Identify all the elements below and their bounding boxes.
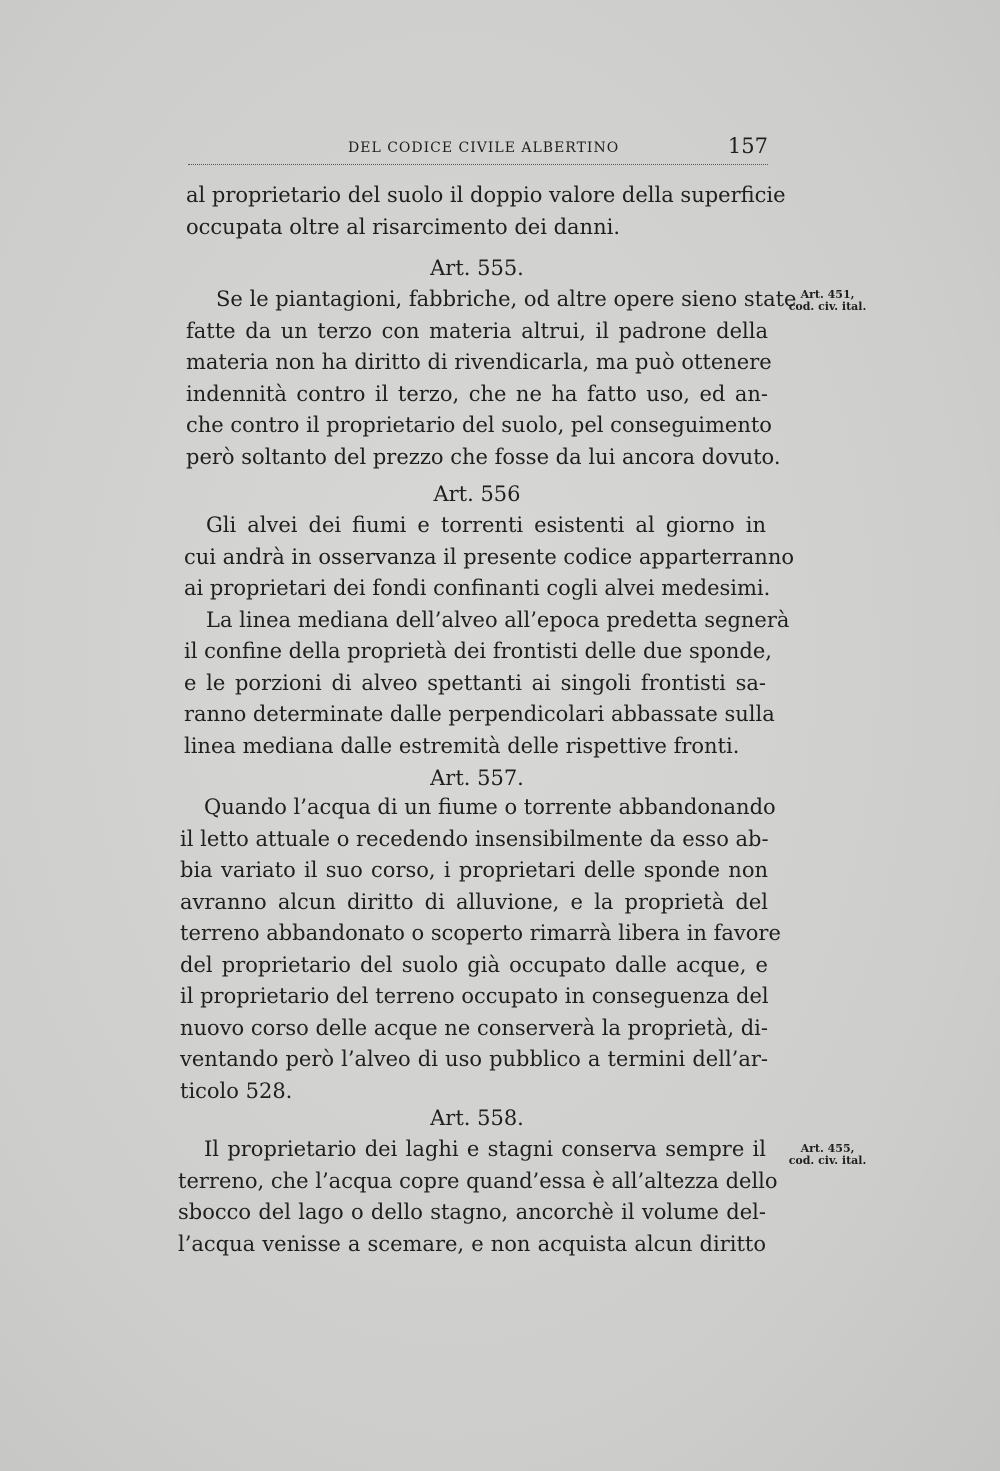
margin-note-line: cod. civ. ital. [788, 300, 867, 313]
text-line: Il proprietario dei laghi e stagni conserva sempre il [204, 1137, 766, 1161]
text-line: fatte da un terzo con materia altrui, il padrone della [186, 318, 768, 343]
text-line: e le porzioni di alveo spettanti ai singoli frontisti sa- [184, 670, 766, 695]
text-line: nuovo corso delle acque ne conserverà la proprietà, di- [180, 1015, 768, 1040]
article-heading-558: Art. 558. [430, 1106, 524, 1130]
running-header [188, 134, 768, 165]
margin-note-line: Art. 455, [800, 1142, 855, 1155]
article-heading-557: Art. 557. [430, 766, 524, 790]
article-heading-555: Art. 555. [430, 256, 524, 280]
text-line: al proprietario del suolo il doppio valore della superficie [186, 183, 786, 207]
text-line: ranno determinate dalle perpendicolari abbassate sulla [184, 702, 775, 726]
article-heading-556: Art. 556 [433, 482, 521, 506]
text-line: occupata oltre al risarcimento dei danni. [186, 214, 620, 239]
text-line: cui andrà in osservanza il presente codice apparterranno [184, 544, 794, 569]
text-line: l’acqua venisse a scemare, e non acquista alcun diritto [178, 1231, 766, 1256]
text-line: ai proprietari dei fondi confinanti cogli alvei medesimi. [184, 576, 771, 600]
text-line: avranno alcun diritto di alluvione, e la proprietà del [180, 889, 768, 914]
page-number: 157 [727, 134, 768, 158]
article-557-text [180, 792, 781, 1107]
text-line: ticolo 528. [180, 1078, 293, 1103]
text-line: materia non ha diritto di rivendicarla, ma può ottenere [186, 350, 772, 374]
running-title: DEL CODICE CIVILE ALBERTINO [348, 140, 620, 156]
article-556-text [184, 510, 794, 762]
text-line: linea mediana dalle estremità delle rispettive fronti. [184, 733, 740, 758]
margin-note-558 [780, 1143, 875, 1167]
text-line: ventando però l’alveo di uso pubblico a termini dell’ar- [180, 1047, 768, 1071]
article-555-text [186, 284, 797, 473]
article-558-text [178, 1134, 778, 1260]
text-line: terreno abbandonato o scoperto rimarrà libera in favore [180, 921, 781, 945]
text-line: il proprietario del terreno occupato in conseguenza del [180, 984, 769, 1008]
text-line: La linea mediana dell’alveo all’epoca predetta segnerà [206, 607, 790, 632]
text-line: però soltanto del prezzo che fosse da lui ancora dovuto. [186, 444, 781, 469]
margin-note-line: cod. civ. ital. [788, 1154, 867, 1167]
text-line: indennità contro il terzo, che ne ha fatto uso, ed an- [186, 381, 768, 406]
text-line: Se le piantagioni, fabbriche, od altre opere sieno state [216, 287, 797, 311]
text-line: il confine della proprietà dei frontisti delle due sponde, [184, 639, 772, 663]
text-line: terreno, che l’acqua copre quand’essa è all’altezza dello [178, 1168, 778, 1193]
text-line: del proprietario del suolo già occupato dalle acque, e [180, 952, 768, 977]
text-line: Gli alvei dei fiumi e torrenti esistenti al giorno in [206, 513, 766, 537]
text-line: che contro il proprietario del suolo, pel conseguimento [186, 413, 772, 437]
margin-note-line: Art. 451, [800, 288, 855, 301]
text-line: sbocco del lago o dello stagno, ancorchè il volume del- [178, 1200, 766, 1224]
intro-paragraph [186, 180, 786, 243]
text-line: bia variato il suo corso, i proprietari delle sponde non [180, 858, 768, 882]
text-line: Quando l’acqua di un fiume o torrente abbandonando [204, 795, 776, 819]
text-line: il letto attuale o recedendo insensibilmente da esso ab- [180, 826, 769, 851]
